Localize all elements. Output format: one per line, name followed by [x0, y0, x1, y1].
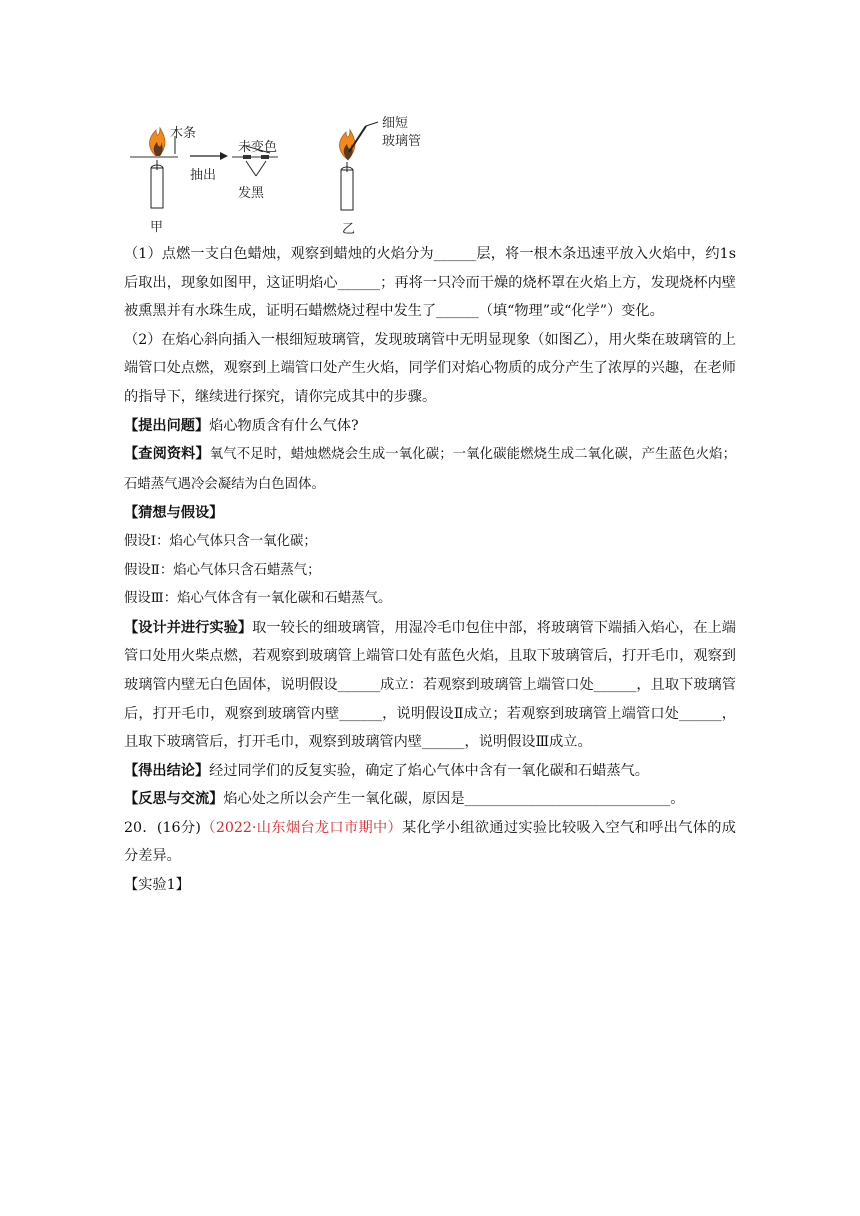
reference-info-body: 氧气不足时，蜡烛燃烧会生成一氧化碳；一氧化碳能燃烧生成二氧化碳，产生蓝色火焰；石蜡蒸气遇冷会凝结为白色固体。 — [124, 447, 736, 492]
experiment-design-body: 取一较长的细玻璃管，用湿冷毛巾包住中部，将玻璃管下端插入焰心，在上端管口处用火柴点燃，若观察到玻璃管上端管口处有蓝色火焰，且取下玻璃管后，打开毛巾，观察到玻璃管内壁无白色固体，说明假设______成立：若观察到玻璃管上端管口处______，且取下玻璃管后，打开毛巾，观察到玻璃管内壁______，说明假设Ⅱ成立；若观察到玻璃管上端管口处______，且取下玻璃管后，打开毛巾，观察到玻璃管内壁______，说明假设Ⅲ成立。 — [124, 619, 736, 751]
reference-info-heading: 【查阅资料】 — [124, 446, 210, 463]
tube-label-line1: 细短 — [382, 116, 409, 131]
hypothesis-3: 假设Ⅲ：焰心气体含有一氧化碳和石蜡蒸气。 — [124, 591, 392, 607]
raise-question-heading: 【提出问题】 — [124, 417, 210, 434]
hypothesis-2: 假设Ⅱ：焰心气体只含石蜡蒸气； — [124, 562, 321, 578]
question-20-number: 20．(16分) — [124, 819, 201, 836]
unchanged-label: 未变色 — [238, 140, 278, 155]
experiment-design — [124, 614, 736, 757]
question-20 — [124, 814, 736, 871]
candle-yi — [340, 122, 379, 210]
conclusion-heading: 【得出结论】 — [124, 762, 210, 779]
question-20-source: （2022·山东烟台龙口市期中） — [200, 819, 403, 836]
reflection-body: 焰心处之所以会产生一氧化碳，原因是_____________________________。 — [223, 791, 685, 808]
blackened-label: 发黑 — [238, 186, 265, 201]
experiment-design-heading: 【设计并进行实验】 — [124, 619, 253, 636]
experiment-1-heading: 【实验1】 — [124, 877, 190, 894]
hypothesis-1: 假设Ⅰ：焰心气体只含一氧化碳； — [124, 533, 317, 549]
figure-jia-label: 甲 — [150, 220, 164, 235]
question-20-body: 某化学小组欲通过实验比较吸入空气和呼出气体的成分差异。 — [124, 819, 736, 865]
conclusion — [124, 757, 736, 786]
figure-yi-label: 乙 — [342, 222, 356, 237]
raise-question-body: 焰心物质含有什么气体? — [209, 417, 359, 434]
pull-out-label: 抽出 — [190, 168, 217, 183]
reflection — [124, 785, 736, 814]
reflection-heading: 【反思与交流】 — [124, 791, 224, 808]
question-content — [124, 240, 736, 900]
reference-info — [124, 440, 736, 499]
candle-figure — [120, 108, 460, 238]
tube-label-line2: 玻璃管 — [382, 134, 422, 149]
raise-question — [124, 412, 736, 441]
question-1: （1）点燃一支白色蜡烛，观察到蜡烛的火焰分为______层，将一根木条迅速平放入火焰中，约1s后取出，现象如图甲，这证明焰心______；再将一只冷而干燥的烧杯罩在火焰上方，发现烧杯内壁被熏黑并有水珠生成，证明石蜡燃烧过程中发生了______（填“物理”或“化学”）变化。 — [124, 246, 736, 320]
question-2: （2）在焰心斜向插入一根细短玻璃管，发现玻璃管中无明显现象（如图乙），用火柴在玻璃管的上端管口处点燃，观察到上端管口处产生火焰，同学们对焰心物质的成分产生了浓厚的兴趣，在老师的指导下，继续进行探究，请你完成其中的步骤。 — [124, 331, 736, 405]
conclusion-body: 经过同学们的反复实验，确定了焰心气体中含有一氧化碳和石蜡蒸气。 — [209, 762, 649, 779]
hypothesis-heading: 【猜想与假设】 — [124, 505, 224, 522]
wood-strip-label: 木条 — [170, 126, 197, 141]
